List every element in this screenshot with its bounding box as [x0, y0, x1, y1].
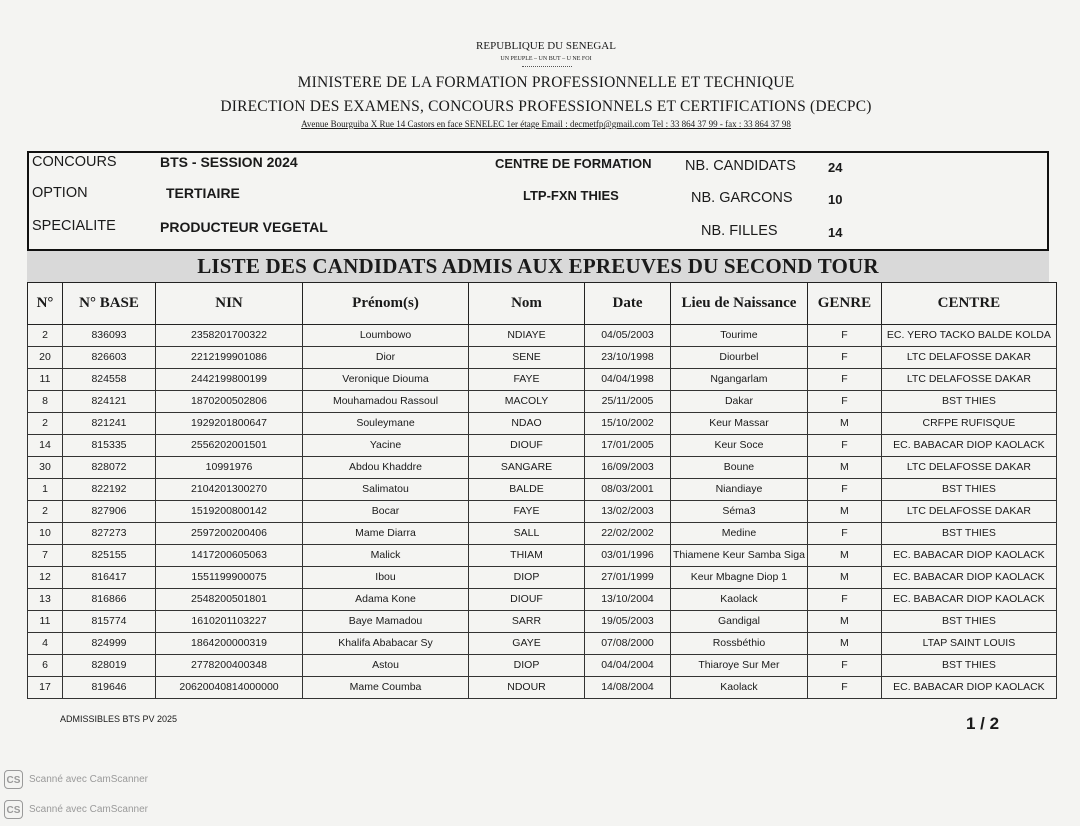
cell-nom: NDAO [469, 413, 585, 435]
cell-nom: THIAM [469, 545, 585, 567]
cell-nin: 20620040814000000 [156, 677, 303, 699]
centre-label: CENTRE DE FORMATION [495, 156, 652, 171]
cell-no: 4 [28, 633, 63, 655]
table-row [28, 611, 1057, 633]
cell-nin: 2358201700322 [156, 325, 303, 347]
table-row [28, 501, 1057, 523]
cell-centre: BST THIES [881, 655, 1056, 677]
table-row [28, 545, 1057, 567]
cell-no: 2 [28, 413, 63, 435]
cell-base: 824999 [63, 633, 156, 655]
cell-no: 30 [28, 457, 63, 479]
cell-prenom: Souleymane [303, 413, 469, 435]
cell-nin: 1870200502806 [156, 391, 303, 413]
cell-lieu: Boune [671, 457, 808, 479]
cell-date: 13/10/2004 [585, 589, 671, 611]
table-row [28, 325, 1057, 347]
nb-filles-value: 14 [828, 225, 843, 240]
cell-centre: EC. BABACAR DIOP KAOLACK [881, 589, 1056, 611]
col-header-lieu: Lieu de Naissance [671, 283, 808, 325]
cell-genre: F [807, 391, 881, 413]
cell-lieu: Keur Massar [671, 413, 808, 435]
cell-prenom: Yacine [303, 435, 469, 457]
cell-centre: LTAP SAINT LOUIS [881, 633, 1056, 655]
cell-lieu: Gandigal [671, 611, 808, 633]
exam-info-box [27, 151, 1049, 249]
cell-no: 10 [28, 523, 63, 545]
cell-base: 819646 [63, 677, 156, 699]
cell-centre: EC. BABACAR DIOP KAOLACK [881, 567, 1056, 589]
cell-lieu: Keur Soce [671, 435, 808, 457]
cell-nin: 2597200200406 [156, 523, 303, 545]
cell-date: 16/09/2003 [585, 457, 671, 479]
cell-base: 836093 [63, 325, 156, 347]
camscanner-watermark [4, 800, 148, 819]
cell-genre: M [807, 545, 881, 567]
nb-candidats-label: NB. CANDIDATS [685, 158, 796, 174]
table-row [28, 589, 1057, 611]
table-row [28, 677, 1057, 699]
cell-genre: M [807, 611, 881, 633]
cell-nin: 1417200605063 [156, 545, 303, 567]
camscanner-logo-icon: CS [4, 800, 23, 819]
cell-no: 12 [28, 567, 63, 589]
specialite-value: PRODUCTEUR VEGETAL [160, 219, 328, 235]
cell-nom: DIOUF [469, 435, 585, 457]
table-row [28, 567, 1057, 589]
direction-title: DIRECTION DES EXAMENS, CONCOURS PROFESSIONNELS ET CERTIFICATIONS (DECPC) [220, 98, 872, 115]
cell-date: 04/05/2003 [585, 325, 671, 347]
cell-prenom: Bocar [303, 501, 469, 523]
cell-date: 23/10/1998 [585, 347, 671, 369]
cell-genre: M [807, 567, 881, 589]
table-row [28, 457, 1057, 479]
cell-nin: 1864200000319 [156, 633, 303, 655]
col-header-nom: Nom [469, 283, 585, 325]
cell-nin: 2104201300270 [156, 479, 303, 501]
cell-nin: 2778200400348 [156, 655, 303, 677]
cell-nom: SENE [469, 347, 585, 369]
nb-filles-label: NB. FILLES [701, 223, 778, 239]
cell-date: 08/03/2001 [585, 479, 671, 501]
cell-nom: SARR [469, 611, 585, 633]
cell-nom: BALDE [469, 479, 585, 501]
cell-prenom: Baye Mamadou [303, 611, 469, 633]
option-value: TERTIAIRE [166, 185, 240, 201]
cell-no: 11 [28, 369, 63, 391]
col-header-no: N° [28, 283, 63, 325]
specialite-label: SPECIALITE [32, 218, 116, 234]
cell-no: 11 [28, 611, 63, 633]
cell-prenom: Malick [303, 545, 469, 567]
cell-base: 822192 [63, 479, 156, 501]
list-title: LISTE DES CANDIDATS ADMIS AUX EPREUVES DU SECOND TOUR [27, 249, 1049, 282]
cell-lieu: Rossbéthio [671, 633, 808, 655]
cell-base: 827273 [63, 523, 156, 545]
centre-value: LTP-FXN THIES [523, 188, 619, 203]
cell-nom: DIOP [469, 567, 585, 589]
camscanner-logo-icon: CS [4, 770, 23, 789]
cell-no: 13 [28, 589, 63, 611]
cell-genre: F [807, 479, 881, 501]
page-number: 1 / 2 [966, 714, 1000, 733]
col-header-centre: CENTRE [881, 283, 1056, 325]
cell-nom: SANGARE [469, 457, 585, 479]
cell-lieu: Tourime [671, 325, 808, 347]
cell-nom: GAYE [469, 633, 585, 655]
table-row [28, 479, 1057, 501]
cell-centre: LTC DELAFOSSE DAKAR [881, 457, 1056, 479]
candidates-table [27, 282, 1057, 699]
cell-nin: 2442199800199 [156, 369, 303, 391]
cell-no: 20 [28, 347, 63, 369]
camscanner-text: Scanné avec CamScanner [29, 774, 148, 786]
cell-genre: F [807, 655, 881, 677]
cell-prenom: Khalifa Ababacar Sy [303, 633, 469, 655]
cell-prenom: Salimatou [303, 479, 469, 501]
cell-nom: SALL [469, 523, 585, 545]
table-row [28, 655, 1057, 677]
cell-prenom: Dior [303, 347, 469, 369]
cell-centre: BST THIES [881, 391, 1056, 413]
cell-date: 03/01/1996 [585, 545, 671, 567]
cell-genre: M [807, 413, 881, 435]
cell-lieu: Thiaroye Sur Mer [671, 655, 808, 677]
cell-centre: LTC DELAFOSSE DAKAR [881, 369, 1056, 391]
col-header-prenom: Prénom(s) [303, 283, 469, 325]
table-row [28, 347, 1057, 369]
cell-no: 8 [28, 391, 63, 413]
cell-base: 825155 [63, 545, 156, 567]
cell-no: 1 [28, 479, 63, 501]
col-header-genre: GENRE [807, 283, 881, 325]
cell-prenom: Adama Kone [303, 589, 469, 611]
cell-date: 25/11/2005 [585, 391, 671, 413]
cell-lieu: Kaolack [671, 589, 808, 611]
cell-prenom: Mame Coumba [303, 677, 469, 699]
cell-genre: F [807, 677, 881, 699]
cell-centre: EC. BABACAR DIOP KAOLACK [881, 545, 1056, 567]
footer-note: ADMISSIBLES BTS PV 2025 [60, 714, 178, 724]
cell-no: 2 [28, 325, 63, 347]
cell-prenom: Astou [303, 655, 469, 677]
cell-nom: MACOLY [469, 391, 585, 413]
cell-nin: 10991976 [156, 457, 303, 479]
cell-centre: LTC DELAFOSSE DAKAR [881, 347, 1056, 369]
cell-lieu: Dakar [671, 391, 808, 413]
cell-date: 13/02/2003 [585, 501, 671, 523]
cell-genre: F [807, 589, 881, 611]
cell-nom: FAYE [469, 369, 585, 391]
option-label: OPTION [32, 185, 88, 201]
cell-base: 815335 [63, 435, 156, 457]
cell-centre: LTC DELAFOSSE DAKAR [881, 501, 1056, 523]
cell-base: 828019 [63, 655, 156, 677]
cell-centre: EC. BABACAR DIOP KAOLACK [881, 435, 1056, 457]
cell-genre: F [807, 523, 881, 545]
cell-prenom: Mame Diarra [303, 523, 469, 545]
cell-base: 821241 [63, 413, 156, 435]
cell-no: 7 [28, 545, 63, 567]
table-header-row [28, 283, 1057, 325]
cell-genre: M [807, 457, 881, 479]
cell-genre: M [807, 501, 881, 523]
cell-nom: DIOUF [469, 589, 585, 611]
cell-no: 6 [28, 655, 63, 677]
cell-base: 827906 [63, 501, 156, 523]
cell-centre: EC. YERO TACKO BALDE KOLDA [881, 325, 1056, 347]
col-header-date: Date [585, 283, 671, 325]
cell-base: 824558 [63, 369, 156, 391]
cell-lieu: Kaolack [671, 677, 808, 699]
cell-genre: F [807, 325, 881, 347]
cell-date: 17/01/2005 [585, 435, 671, 457]
nb-garcons-value: 10 [828, 192, 843, 207]
cell-genre: M [807, 633, 881, 655]
nb-candidats-value: 24 [828, 160, 843, 175]
cell-prenom: Ibou [303, 567, 469, 589]
cell-no: 14 [28, 435, 63, 457]
cell-genre: F [807, 347, 881, 369]
cell-centre: EC. BABACAR DIOP KAOLACK [881, 677, 1056, 699]
cell-nin: 2548200501801 [156, 589, 303, 611]
cell-date: 04/04/1998 [585, 369, 671, 391]
motto-divider [522, 66, 572, 67]
cell-lieu: Thiamene Keur Samba Siga [671, 545, 808, 567]
cell-prenom: Veronique Diouma [303, 369, 469, 391]
cell-nin: 2556202001501 [156, 435, 303, 457]
cell-date: 19/05/2003 [585, 611, 671, 633]
table-row [28, 633, 1057, 655]
table-row [28, 523, 1057, 545]
cell-date: 27/01/1999 [585, 567, 671, 589]
cell-nom: DIOP [469, 655, 585, 677]
cell-nin: 1519200800142 [156, 501, 303, 523]
cell-lieu: Medine [671, 523, 808, 545]
concours-label: CONCOURS [32, 154, 117, 170]
cell-lieu: Ngangarlam [671, 369, 808, 391]
cell-prenom: Abdou Khaddre [303, 457, 469, 479]
cell-prenom: Mouhamadou Rassoul [303, 391, 469, 413]
cell-base: 824121 [63, 391, 156, 413]
cell-base: 826603 [63, 347, 156, 369]
cell-base: 816866 [63, 589, 156, 611]
cell-lieu: Keur Mbagne Diop 1 [671, 567, 808, 589]
cell-date: 15/10/2002 [585, 413, 671, 435]
table-row [28, 413, 1057, 435]
cell-nom: FAYE [469, 501, 585, 523]
cell-nin: 1551199900075 [156, 567, 303, 589]
cell-centre: BST THIES [881, 611, 1056, 633]
camscanner-text: Scanné avec CamScanner [29, 804, 148, 816]
cell-date: 04/04/2004 [585, 655, 671, 677]
cell-date: 22/02/2002 [585, 523, 671, 545]
cell-date: 14/08/2004 [585, 677, 671, 699]
table-row [28, 369, 1057, 391]
address-line: Avenue Bourguiba X Rue 14 Castors en face SENELEC 1er étage Email : decmetfp@gmail.com Tel : 33 864 37 99 - fax : 33 864 37 98 [301, 119, 791, 129]
cell-genre: F [807, 435, 881, 457]
cell-centre: BST THIES [881, 479, 1056, 501]
table-row [28, 391, 1057, 413]
cell-no: 17 [28, 677, 63, 699]
republic-title: REPUBLIQUE DU SENEGAL [476, 40, 616, 52]
cell-base: 815774 [63, 611, 156, 633]
cell-lieu: Diourbel [671, 347, 808, 369]
cell-base: 816417 [63, 567, 156, 589]
cell-nin: 2212199901086 [156, 347, 303, 369]
ministry-title: MINISTERE DE LA FORMATION PROFESSIONNELLE ET TECHNIQUE [297, 74, 795, 91]
nb-garcons-label: NB. GARCONS [691, 190, 793, 206]
cell-nin: 1610201103227 [156, 611, 303, 633]
cell-nin: 1929201800647 [156, 413, 303, 435]
cell-prenom: Loumbowo [303, 325, 469, 347]
concours-value: BTS - SESSION 2024 [160, 154, 298, 170]
cell-lieu: Séma3 [671, 501, 808, 523]
cell-base: 828072 [63, 457, 156, 479]
cell-no: 2 [28, 501, 63, 523]
cell-genre: F [807, 369, 881, 391]
cell-centre: BST THIES [881, 523, 1056, 545]
cell-date: 07/08/2000 [585, 633, 671, 655]
camscanner-watermark [4, 770, 148, 789]
cell-lieu: Niandiaye [671, 479, 808, 501]
cell-nom: NDOUR [469, 677, 585, 699]
table-row [28, 435, 1057, 457]
cell-centre: CRFPE RUFISQUE [881, 413, 1056, 435]
col-header-nin: NIN [156, 283, 303, 325]
national-motto: UN PEUPLE – UN BUT – U NE FOI [500, 56, 592, 62]
cell-nom: NDIAYE [469, 325, 585, 347]
col-header-base: N° BASE [63, 283, 156, 325]
